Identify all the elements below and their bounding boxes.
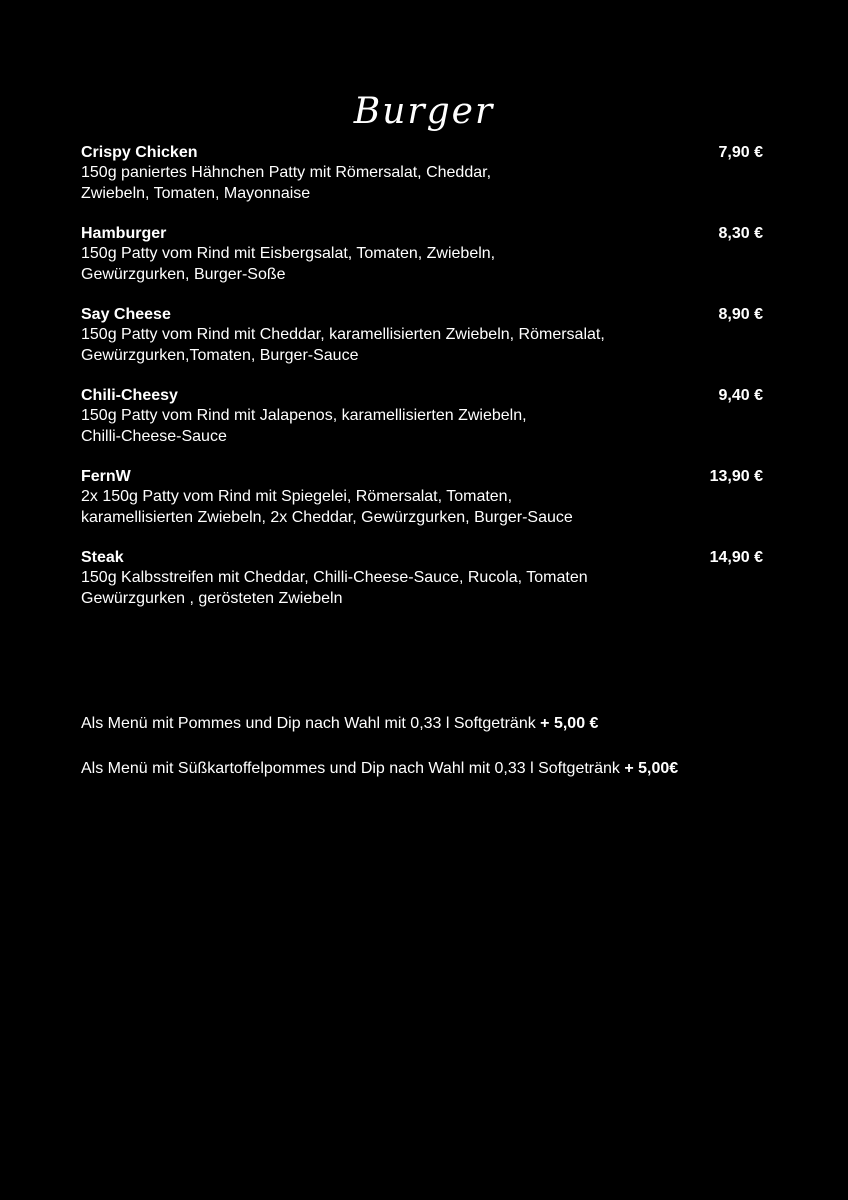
item-name: Steak [81, 549, 124, 566]
item-description-line: Gewürzgurken , gerösteten Zwiebeln [81, 589, 343, 607]
item-price: 7,90 € [718, 144, 763, 161]
item-price: 8,30 € [718, 225, 763, 242]
menu-item-fernw [81, 467, 765, 548]
item-name: FernW [81, 468, 131, 485]
menu-item-chili-cheesy [81, 386, 765, 467]
item-description-line: Zwiebeln, Tomaten, Mayonnaise [81, 184, 311, 202]
menu-note-text: Als Menü mit Süßkartoffelpommes und Dip nach Wahl mit 0,33 l Softgetränk [81, 760, 625, 777]
item-description-line: Chilli-Cheese-Sauce [81, 427, 227, 445]
item-description-line: 2x 150g Patty vom Rind mit Spiegelei, Römersalat, Tomaten, [81, 488, 513, 505]
item-name: Chili-Cheesy [81, 387, 178, 404]
item-description-line: Gewürzgurken,Tomaten, Burger-Sauce [81, 346, 359, 364]
menu-note-fries [81, 713, 781, 758]
menu-item-steak [81, 548, 765, 629]
item-name: Crispy Chicken [81, 144, 198, 161]
menu-note-price: + 5,00€ [624, 760, 679, 777]
menu-item-hamburger [81, 224, 765, 305]
menu-item-crispy-chicken [81, 143, 765, 224]
menu-note-price: + 5,00 € [540, 715, 599, 732]
menu-upgrade-notes [81, 713, 781, 803]
item-description-line: 150g Patty vom Rind mit Eisbergsalat, Tomaten, Zwiebeln, [81, 245, 496, 262]
item-price: 8,90 € [718, 306, 763, 323]
item-description-line: karamellisierten Zwiebeln, 2x Cheddar, Gewürzgurken, Burger-Sauce [81, 508, 573, 526]
item-price: 14,90 € [709, 549, 763, 566]
item-description-line: Gewürzgurken, Burger-Soße [81, 265, 286, 283]
item-price: 9,40 € [718, 387, 763, 404]
item-name: Hamburger [81, 225, 167, 242]
item-price: 13,90 € [709, 468, 763, 485]
menu-item-say-cheese [81, 305, 765, 386]
item-description-line: 150g paniertes Hähnchen Patty mit Römersalat, Cheddar, [81, 164, 492, 181]
item-description-line: 150g Patty vom Rind mit Cheddar, karamellisierten Zwiebeln, Römersalat, [81, 326, 605, 343]
menu-note-sweet-potato-fries [81, 758, 781, 803]
menu-note-text: Als Menü mit Pommes und Dip nach Wahl mit 0,33 l Softgetränk [81, 715, 541, 732]
burger-list [81, 143, 765, 629]
item-description-line: 150g Patty vom Rind mit Jalapenos, karamellisierten Zwiebeln, [81, 407, 527, 424]
page-title: Burger [353, 91, 495, 132]
item-description-line: 150g Kalbsstreifen mit Cheddar, Chilli-Cheese-Sauce, Rucola, Tomaten [81, 569, 588, 586]
item-name: Say Cheese [81, 306, 171, 323]
